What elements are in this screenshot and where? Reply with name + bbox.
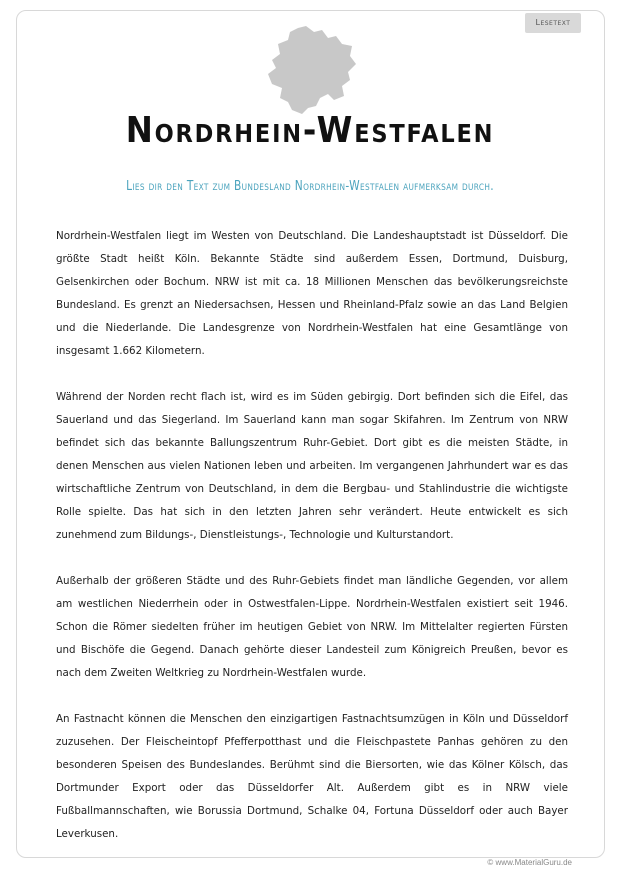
copyright-footer: © www.MaterialGuru.de <box>487 858 572 867</box>
paragraph-1: Nordrhein-Westfalen liegt im Westen von Deutschland. Die Landeshauptstadt ist Düsseldorf. Die größte Stadt heißt Köln. Bekannte Städte sind außerdem Essen, Dortmund, Duisburg, Gelsenkirchen oder Bochum. NRW ist mit ca. 18 Millionen Menschen das bevölkerungsreichste Bundesland. Es grenzt an Niedersachsen, Hessen und Rheinland-Pfalz sowie an das Land Belgien und die Niederlande. Die Landesgrenze von Nordrhein-Westfalen hat eine Gesamtlänge von insgesamt 1.662 Kilometern. <box>56 230 568 357</box>
worksheet-type-badge: Lesetext <box>525 13 581 33</box>
nrw-map-icon <box>262 24 358 116</box>
nrw-map-shape <box>268 26 356 114</box>
reading-text <box>56 225 568 869</box>
page-subtitle: Lies dir den Text zum Bundesland Nordrhein-Westfalen aufmerksam durch. <box>126 179 494 194</box>
paragraph-2: Während der Norden recht flach ist, wird es im Süden gebirgig. Dort befinden sich die Eifel, das Sauerland und das Siegerland. Im Sauerland kann man sogar Skifahren. Im Zentrum von NRW befindet sich das bekannte Ballungszentrum Ruhr-Gebiet. Dort gibt es die meisten Städte, in denen Menschen aus vielen Nationen leben und arbeiten. Im vergangenen Jahrhundert war es das wirtschaftliche Zentrum von Deutschland, in dem die Bergbau- und Stahlindustrie die wichtigste Rolle spielte. Das hat sich in den letzten Jahren sehr verändert. Heute entwickelt es sich zunehmend zum Bildungs-, Dienstleistungs-, Technologie und Kulturstandort. <box>56 391 568 541</box>
paragraph-4: An Fastnacht können die Menschen den einzigartigen Fastnachtsumzügen in Köln und Düsseldorf zuzusehen. Der Fleischeintopf Pfefferpotthast und die Fleischpastete Panhas gehören zu den besonderen Speisen des Bundeslandes. Berühmt sind die Biersorten, wie das Kölner Kölsch, das Dortmunder Export oder das Düsseldorfer Alt. Außerdem gibt es in NRW viele Fußballmannschaften, wie Borussia Dortmund, Schalke 04, Fortuna Düsseldorf oder auch Bayer Leverkusen. <box>56 713 568 840</box>
page-title: Nordrhein-Westfalen <box>125 110 495 151</box>
paragraph-3: Außerhalb der größeren Städte und des Ruhr-Gebiets findet man ländliche Gegenden, vor allem am westlichen Niederrhein oder in Ostwestfalen-Lippe. Nordrhein-Westfalen existiert seit 1946. Schon die Römer siedelten früher im heutigen Gebiet von NRW. Im Mittelalter regierten Fürsten und Bischöfe die Gegend. Danach gehörte dieser Landesteil zum Königreich Preußen, bevor es nach dem Zweiten Weltkrieg zu Nordrhein-Westfalen wurde. <box>56 575 568 679</box>
